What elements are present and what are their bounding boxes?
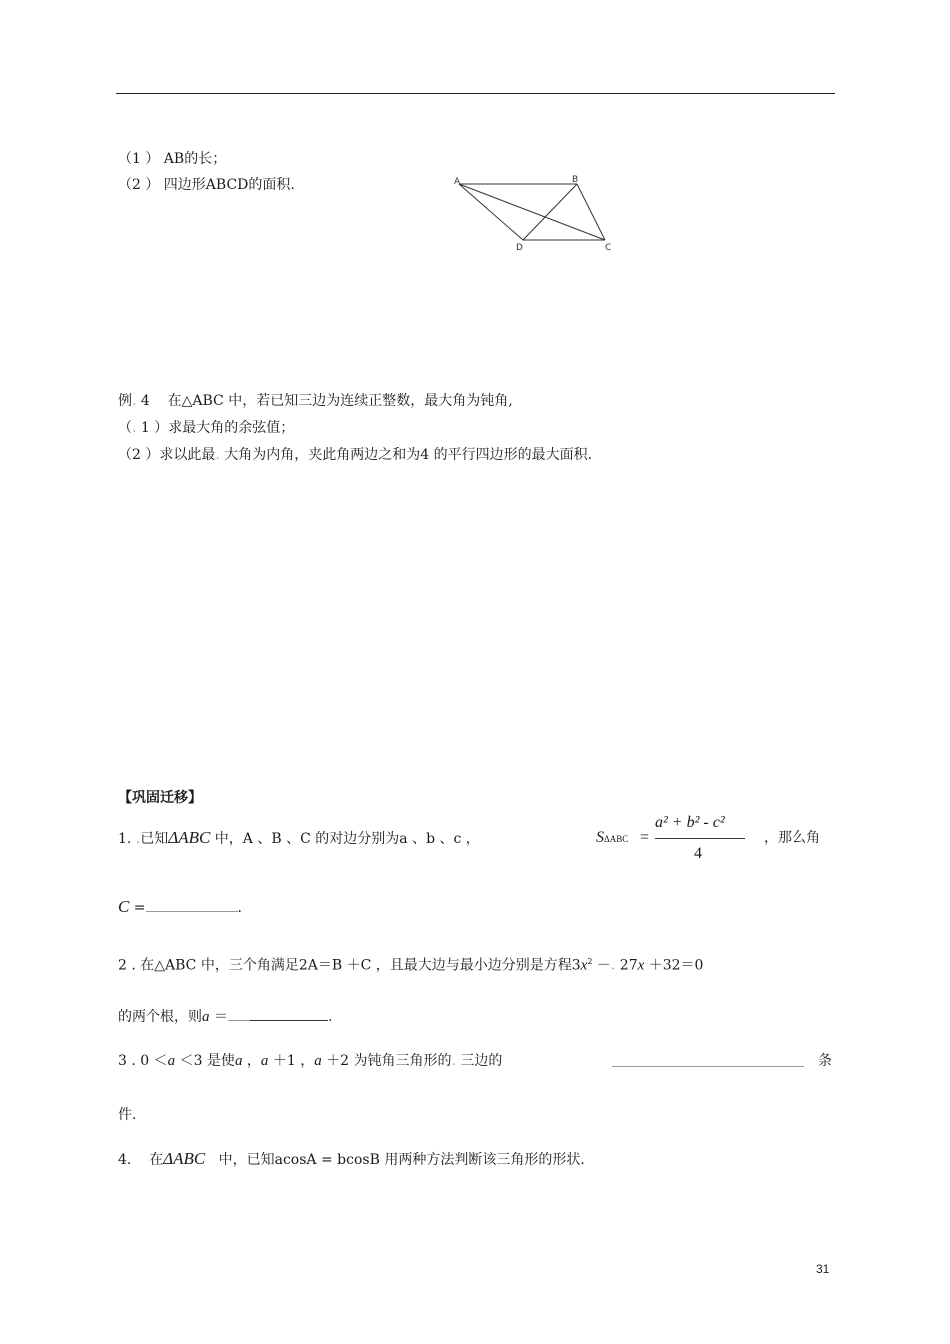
ex1-text-end: ，那么角 (764, 830, 820, 846)
vertex-label-c: C (605, 243, 612, 253)
ex3-line2: 件. (118, 1107, 137, 1123)
ex1-denominator: 4 (694, 845, 702, 862)
ex1-equals: = (640, 829, 650, 846)
ex1-answer-blank[interactable] (146, 897, 238, 912)
problem3-q2: （2 ） 四边形ABCD的面积. (118, 177, 295, 193)
vertex-label-d: D (516, 243, 523, 253)
ex2-line2: 的两个根，则a ＝ . (118, 1006, 332, 1026)
ex2-answer-blank[interactable] (250, 1006, 328, 1021)
ex1-s-symbol: SΔABC (596, 829, 629, 846)
parallelogram-figure (450, 172, 620, 256)
ex4-line: 4. 在ΔABC 中，已知acosA = bcosB 用两种方法判断该三角形的形状. (118, 1149, 585, 1168)
example4-q1: （. 1 ）求最大角的余弦值； (118, 420, 295, 436)
ex3-line1: 3 . 0 ＜a ＜3 是使a ，a ＋1 ，a ＋2 为钝角三角形的. 三边的 (118, 1053, 503, 1069)
vertex-label-b: B (572, 175, 579, 185)
ex2-line1: 2 . 在△ABC 中，三个角满足2A＝B ＋C ，且最大边与最小边分别是方程$3x^2$ －. 27x ＋32＝0 (118, 957, 704, 974)
ex1-fraction-bar (655, 838, 745, 839)
vertex-label-a: A (454, 177, 461, 187)
example4-q2: （2 ）求以此最. 大角为内角，夹此角两边之和为4 的平行四边形的最大面积. (118, 447, 593, 463)
ex3-line1-end: 条 (818, 1053, 832, 1069)
example4-line1: 例. 4 在△ABC 中，若已知三边为连续正整数，最大角为钝角, (118, 393, 513, 409)
ex1-numerator: a² + b² - c² (655, 814, 725, 831)
page-number: 31 (816, 1262, 830, 1276)
ex3-answer-blank[interactable] (612, 1066, 804, 1067)
ex1-line1: 1. .已知ΔABC 中，A 、B 、C 的对边分别为a 、b 、c ， (118, 828, 480, 847)
header-rule (116, 93, 835, 94)
problem3-q1: （1 ） AB的长； (118, 151, 227, 167)
section-title: 【巩固迁移】 (118, 790, 202, 806)
ex1-line2: C = . (118, 897, 242, 916)
